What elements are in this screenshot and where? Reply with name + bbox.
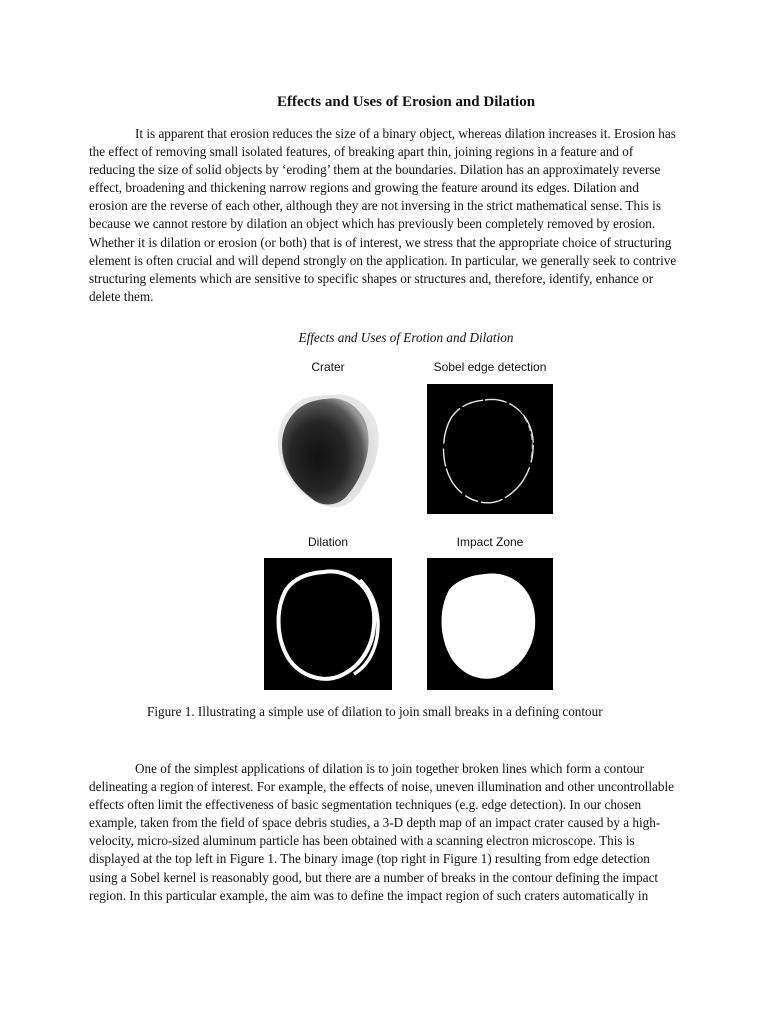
section-title: Effects and Uses of Erosion and Dilation (276, 94, 536, 110)
dilation-image (264, 558, 392, 690)
panel-label-impact: Impact Zone (456, 535, 524, 549)
paragraph-dilation-application (89, 760, 677, 905)
sobel-edge-image (427, 384, 553, 514)
panel-label-sobel: Sobel edge detection (433, 360, 547, 374)
impact-zone-image (427, 558, 553, 690)
paragraph-intro-text: It is apparent that erosion reduces the size of a binary object, whereas dilation increases it. Erosion has the effect of removing small isolated features, of breaking apart thin, joining regions in a feature and of reducing the size of solid objects by ‘eroding’ them at the boundaries. Dilation has an approximately reverse effect, broadening and thickening narrow regions and growing the feature around its edges. Dilation and erosion are the reverse of each other, although they are not inversing in the strict mathematical sense. This is because we cannot restore by dilation an object which has previously been completely removed by erosion. Whether it is dilation or erosion (or both) that is of interest, we stress that the appropriate choice of structuring element is often crucial and will depend strongly on the application. In particular, we generally seek to contrive structuring elements which are sensitive to specific shapes or structures and, therefore, identify, enhance or delete them. (89, 126, 677, 304)
figure-title: Effects and Uses of Erotion and Dilation (298, 330, 514, 345)
paragraph-intro (89, 125, 677, 306)
paragraph-dilation-application-text: One of the simplest applications of dilation is to join together broken lines which form a contour delineating a region of interest. For example, the effects of noise, uneven illumination and other uncontrollable effects often limit the effectiveness of basic segmentation techniques (e.g. edge detection). In our chosen example, taken from the field of space debris studies, a 3-D depth map of an impact crater caused by a high-velocity, micro-sized aluminum particle has been obtained with a scanning electron microscope. This is displayed at the top left in Figure 1. The binary image (top right in Figure 1) resulting from edge detection using a Sobel kernel is reasonably good, but there are a number of breaks in the contour defining the impact region. In this particular example, the aim was to define the impact region of such craters automatically in (89, 761, 674, 903)
figure-caption: Figure 1. Illustrating a simple use of dilation to join small breaks in a defining contour (147, 704, 603, 719)
panel-label-crater: Crater (311, 360, 345, 374)
crater-image (270, 383, 388, 513)
panel-label-dilation: Dilation (307, 535, 349, 549)
